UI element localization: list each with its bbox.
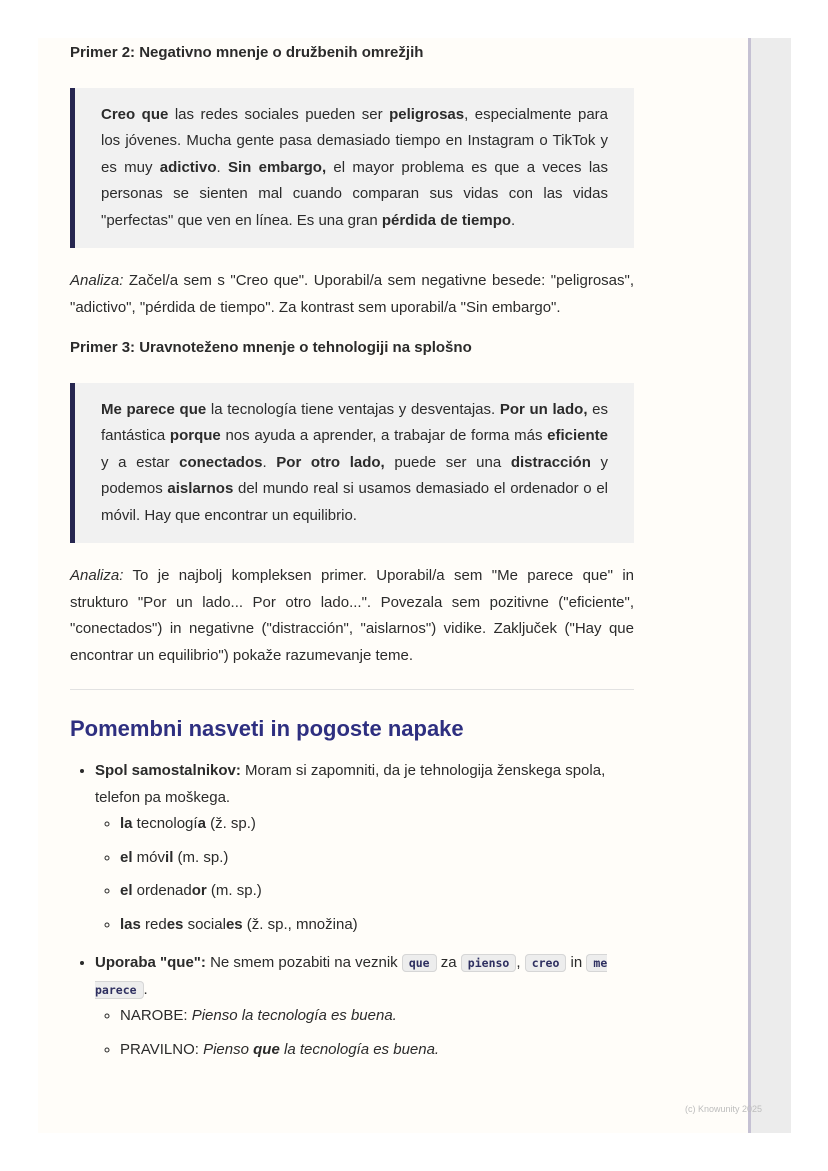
bold-text: el	[120, 882, 133, 899]
inline-code: me parece	[95, 956, 608, 997]
bold-text: distracción	[510, 453, 591, 471]
text-segment: PRAVILNO:	[120, 1040, 204, 1058]
text-segment: social	[183, 915, 226, 933]
bold-text: porque	[169, 427, 221, 444]
text-segment: , especialmente para los jóvenes. Mucha gente pasa demasiado tiempo en Instagram o TikTok y es muy	[101, 105, 609, 176]
text-segment: las redes sociales pueden ser	[168, 105, 390, 123]
bold-text: eficiente	[547, 427, 609, 444]
text-segment: es fantástica	[101, 400, 609, 444]
tip-subitem	[120, 845, 634, 872]
italic-text: Analiza:	[70, 567, 124, 584]
bold-text: la	[120, 815, 133, 832]
inline-code: que	[402, 954, 437, 972]
bold-text: las	[120, 915, 141, 933]
example-3-heading: Primer 3: Uravnoteženo mnenje o tehnologiji na splošno	[70, 339, 472, 356]
text-segment: (m. sp.)	[173, 848, 229, 866]
copyright-footer: (c) Knowunity 2025	[685, 1104, 763, 1114]
text-segment: ordenad	[132, 882, 192, 899]
text-segment: del mundo real si usamos demasiado el ordenador o el móvil. Hay que encontrar un equilibrio.	[101, 480, 609, 524]
bold-text: el	[120, 848, 133, 866]
tip-subitem	[120, 912, 634, 939]
bold-text: or	[191, 882, 207, 899]
bold-text: Uporaba "que":	[95, 954, 206, 971]
bold-text: Sin embargo,	[227, 158, 327, 176]
tip-sublist	[95, 1003, 634, 1063]
side-panel	[751, 38, 791, 1133]
bold-text: Spol samostalnikov:	[95, 762, 241, 779]
bold-text: Me parece que	[101, 400, 207, 418]
document-content	[70, 40, 634, 1075]
text-segment: in	[566, 954, 587, 971]
inline-code: creo	[525, 954, 567, 972]
tip-sublist	[95, 811, 634, 938]
text-segment: (ž. sp., množina)	[242, 915, 358, 933]
text-segment: la tecnología tiene ventajas y desventajas.	[206, 400, 500, 418]
text-segment: Začel/a sem s "Creo que". Uporabil/a sem negativne besede: "peligrosas", "adictivo", "pérdida de tiempo". Za kontrast sem uporabil/a "Sin embargo".	[70, 272, 634, 316]
text-segment: za	[436, 954, 461, 971]
italic-text: la tecnología es buena.	[279, 1040, 440, 1058]
tips-list	[70, 758, 634, 1063]
bold-text: il	[165, 848, 174, 866]
tips-heading: Pomembni nasveti in pogoste napake	[70, 716, 464, 741]
bold-text: peligrosas	[389, 105, 465, 123]
bold-text: Por un lado,	[499, 400, 588, 418]
italic-text: Analiza:	[70, 272, 124, 289]
text-segment: y podemos	[101, 453, 609, 497]
inline-code: pienso	[461, 954, 517, 972]
text-segment: .	[511, 211, 516, 229]
bold-text: es	[166, 915, 184, 933]
bold-text: conectados	[179, 453, 263, 471]
text-segment: (m. sp.)	[206, 882, 262, 899]
tip-subitem	[120, 878, 634, 905]
example-2-heading: Primer 2: Negativno mnenje o družbenih omrežjih	[70, 44, 424, 61]
bold-text: a	[197, 815, 206, 832]
text-segment: red	[140, 915, 167, 933]
example-3-quote	[70, 383, 634, 544]
text-segment: .	[143, 980, 148, 998]
tip-subitem	[120, 1037, 634, 1064]
example-2-analysis	[70, 268, 634, 321]
text-segment: NAROBE:	[120, 1007, 192, 1024]
bold-text: Creo que	[101, 105, 169, 123]
text-segment: móv	[132, 848, 166, 866]
text-segment: (ž. sp.)	[205, 815, 256, 832]
text-segment: nos ayuda a aprender, a trabajar de forma más	[220, 427, 548, 444]
tip-subitem	[120, 811, 634, 838]
example-2-quote	[70, 88, 634, 249]
section-divider	[70, 689, 634, 690]
example-3-analysis	[70, 563, 634, 669]
bold-text: aislarnos	[167, 480, 234, 497]
text-segment: .	[262, 453, 277, 471]
text-segment: el mayor problema es que a veces las personas se sienten mal cuando comparan sus vidas con las vidas "perfectas" que ven en línea. Es una gran	[101, 158, 609, 229]
text-segment: Moram si zapomniti, da je tehnologija ženskega spola, telefon pa moškega.	[95, 762, 606, 806]
tip-subitem	[120, 1003, 634, 1030]
italic-text: Pienso la tecnología es buena.	[191, 1007, 397, 1024]
italic-text: Pienso	[203, 1040, 254, 1058]
bold-text: adictivo	[159, 158, 217, 176]
bold-text: Por otro lado,	[276, 453, 385, 471]
text-segment: Ne smem pozabiti na veznik	[205, 954, 402, 971]
text-segment: To je najbolj kompleksen primer. Uporabil/a sem "Me parece que" in strukturo "Por un lado... Por otro lado...". Povezala sem pozitivne ("eficiente", "conectados") in negativne ("distracción", "aislarnos") vidike. Zaključek ("Hay que encontrar un equilibrio") pokaže razumevanje teme.	[70, 567, 634, 664]
bold-text: pérdida de tiempo	[381, 211, 512, 229]
text-segment: .	[216, 158, 228, 176]
bold-text: que	[253, 1040, 280, 1058]
text-segment: puede ser una	[384, 453, 511, 471]
tip-item	[95, 950, 634, 1063]
text-segment: tecnologí	[132, 815, 198, 832]
text-segment: ,	[516, 954, 525, 971]
tip-item	[95, 758, 634, 938]
bold-text: es	[225, 915, 243, 933]
text-segment: y a estar	[101, 453, 180, 471]
